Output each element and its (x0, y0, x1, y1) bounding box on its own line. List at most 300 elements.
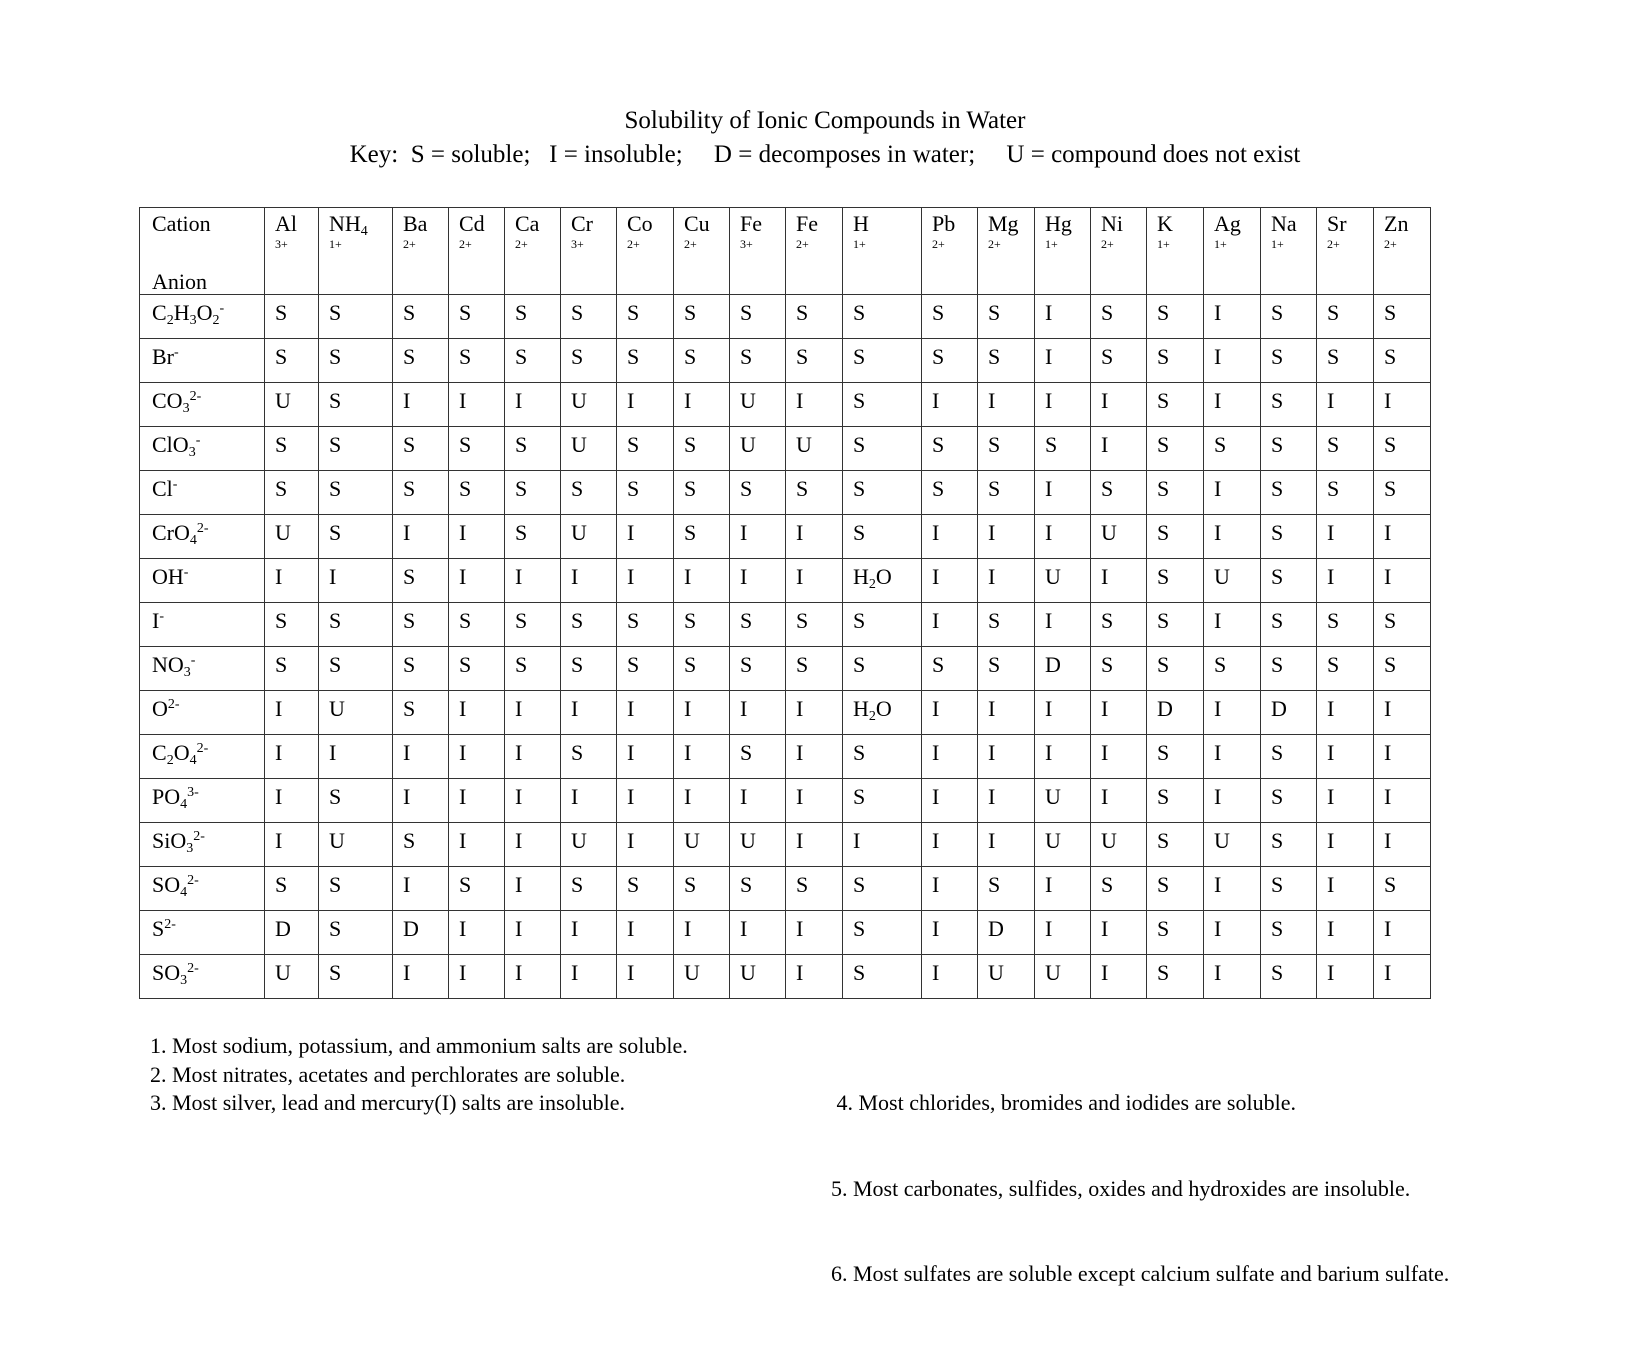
solubility-cell: S (1261, 471, 1317, 515)
table-row (140, 427, 1431, 471)
solubility-cell: S (786, 603, 843, 647)
solubility-cell: S (1147, 295, 1204, 339)
solubility-cell: S (1261, 955, 1317, 999)
cation-header-cell (617, 208, 674, 295)
solubility-cell: S (1261, 427, 1317, 471)
solubility-cell: S (922, 427, 978, 471)
solubility-cell: I (1374, 691, 1431, 735)
solubility-cell: I (617, 911, 674, 955)
solubility-cell: S (393, 427, 449, 471)
solubility-cell: I (393, 779, 449, 823)
solubility-cell: D (265, 911, 319, 955)
solubility-cell: S (843, 295, 922, 339)
solubility-cell: I (1374, 559, 1431, 603)
solubility-cell: S (786, 295, 843, 339)
solubility-cell: I (922, 867, 978, 911)
solubility-cell: U (319, 691, 393, 735)
table-row (140, 471, 1431, 515)
solubility-cell: S (1317, 647, 1374, 691)
solubility-cell: S (978, 867, 1035, 911)
solubility-cell: I (561, 559, 617, 603)
solubility-cell: S (978, 339, 1035, 383)
anion-cell: OH- (140, 559, 265, 603)
rules-right-column (831, 1032, 1449, 1346)
solubility-cell: S (843, 911, 922, 955)
solubility-cell: I (1204, 867, 1261, 911)
solubility-cell: S (449, 471, 505, 515)
solubility-cell: S (1261, 647, 1317, 691)
table-row (140, 515, 1431, 559)
solubility-cell: S (786, 647, 843, 691)
solubility-cell: I (978, 735, 1035, 779)
solubility-cell: I (786, 559, 843, 603)
solubility-cell: I (449, 383, 505, 427)
solubility-cell: I (505, 383, 561, 427)
cation-symbol: Cd (459, 211, 485, 236)
solubility-cell: I (449, 955, 505, 999)
solubility-cell: S (1147, 515, 1204, 559)
solubility-cell: I (1204, 691, 1261, 735)
solubility-cell: I (617, 955, 674, 999)
cation-charge: 2+ (515, 237, 528, 251)
cation-symbol: Zn (1384, 211, 1409, 236)
cation-charge: 2+ (1384, 237, 1397, 251)
solubility-cell: S (978, 295, 1035, 339)
cation-symbol: Fe (740, 211, 762, 236)
solubility-cell: S (674, 295, 730, 339)
solubility-cell: I (1374, 911, 1431, 955)
solubility-cell: I (617, 735, 674, 779)
solubility-cell: I (561, 911, 617, 955)
solubility-cell: I (1204, 911, 1261, 955)
solubility-cell: S (505, 471, 561, 515)
solubility-cell: S (265, 427, 319, 471)
anion-cell: Br- (140, 339, 265, 383)
cation-symbol: Mg (988, 211, 1019, 236)
solubility-cell: I (1204, 339, 1261, 383)
solubility-cell: I (978, 559, 1035, 603)
solubility-table (139, 207, 1431, 999)
rule-item: 5. Most carbonates, sulfides, oxides and hydroxides are insoluble. (831, 1175, 1411, 1201)
solubility-cell: I (617, 515, 674, 559)
solubility-cell: I (978, 383, 1035, 427)
solubility-cell: U (730, 427, 786, 471)
solubility-cell: I (786, 911, 843, 955)
solubility-cell: I (1035, 603, 1091, 647)
solubility-cell: S (843, 867, 922, 911)
solubility-cell: U (1091, 515, 1147, 559)
solubility-cell: S (393, 339, 449, 383)
solubility-cell: S (561, 867, 617, 911)
solubility-cell: S (1091, 295, 1147, 339)
solubility-cell: I (393, 955, 449, 999)
cation-symbol: Al (275, 211, 297, 236)
solubility-cell: I (319, 735, 393, 779)
cation-charge: 2+ (1327, 237, 1340, 251)
table-row (140, 339, 1431, 383)
solubility-cell: I (1035, 691, 1091, 735)
solubility-cell: S (393, 295, 449, 339)
table-row (140, 955, 1431, 999)
solubility-cell: I (1035, 339, 1091, 383)
solubility-cell: S (1317, 339, 1374, 383)
solubility-cell: S (319, 427, 393, 471)
solubility-cell: I (265, 779, 319, 823)
solubility-cell: I (922, 823, 978, 867)
solubility-cell: U (319, 823, 393, 867)
solubility-cell: I (1204, 515, 1261, 559)
solubility-cell: $H_2O$ (843, 559, 922, 603)
solubility-cell: U (730, 823, 786, 867)
solubility-cell: S (1261, 515, 1317, 559)
solubility-cell: S (319, 647, 393, 691)
solubility-cell: U (1035, 559, 1091, 603)
solubility-cell: S (1317, 427, 1374, 471)
solubility-cell: I (1317, 911, 1374, 955)
solubility-cell: S (730, 735, 786, 779)
solubility-cell: I (1204, 295, 1261, 339)
solubility-cell: I (393, 383, 449, 427)
solubility-cell: S (393, 603, 449, 647)
solubility-cell: S (393, 647, 449, 691)
table-row (140, 383, 1431, 427)
solubility-cell: I (505, 691, 561, 735)
cation-charge: 1+ (1157, 237, 1170, 251)
solubility-cell: I (674, 735, 730, 779)
solubility-cell: I (1035, 295, 1091, 339)
cation-symbol: Na (1271, 211, 1297, 236)
solubility-cell: S (1147, 823, 1204, 867)
solubility-cell: I (922, 911, 978, 955)
solubility-cell: S (617, 427, 674, 471)
solubility-cell: I (1035, 867, 1091, 911)
solubility-cell: I (1035, 735, 1091, 779)
solubility-cell: S (1147, 955, 1204, 999)
solubility-cell: S (674, 647, 730, 691)
solubility-cell: U (978, 955, 1035, 999)
solubility-cell: I (449, 515, 505, 559)
solubility-cell: I (265, 559, 319, 603)
solubility-cell: I (674, 691, 730, 735)
solubility-cell: S (843, 471, 922, 515)
solubility-cell: S (1261, 339, 1317, 383)
solubility-cell: I (1091, 427, 1147, 471)
solubility-cell: I (1091, 779, 1147, 823)
solubility-cell: D (1261, 691, 1317, 735)
solubility-cell: I (449, 735, 505, 779)
solubility-cell: I (1091, 559, 1147, 603)
solubility-cell: S (319, 515, 393, 559)
solubility-cell: S (319, 339, 393, 383)
solubility-cell: S (617, 295, 674, 339)
solubility-cell: S (1147, 427, 1204, 471)
solubility-cell: S (674, 867, 730, 911)
solubility-cell: S (843, 339, 922, 383)
solubility-cell: I (786, 955, 843, 999)
solubility-cell: I (505, 779, 561, 823)
solubility-cell: I (1091, 955, 1147, 999)
solubility-cell: S (843, 735, 922, 779)
cation-header-cell (674, 208, 730, 295)
solubility-cell: S (1091, 339, 1147, 383)
solubility-cell: S (319, 955, 393, 999)
cation-symbol: Pb (932, 211, 956, 236)
solubility-cell: I (449, 823, 505, 867)
table-row (140, 559, 1431, 603)
solubility-cell: S (561, 295, 617, 339)
solubility-cell: S (561, 603, 617, 647)
cation-charge: 2+ (684, 237, 697, 251)
solubility-cell: I (505, 559, 561, 603)
solubility-cell: I (1317, 735, 1374, 779)
solubility-cell: S (1204, 427, 1261, 471)
solubility-cell: I (561, 955, 617, 999)
rule-item: 2. Most nitrates, acetates and perchlorates are soluble. (150, 1061, 626, 1087)
solubility-cell: I (505, 955, 561, 999)
cation-header-cell (319, 208, 393, 295)
cation-symbol: H (853, 211, 869, 236)
solubility-cell: S (449, 647, 505, 691)
solubility-cell: S (1261, 779, 1317, 823)
solubility-cell: S (1261, 911, 1317, 955)
solubility-cell: S (1147, 647, 1204, 691)
solubility-cell: S (843, 383, 922, 427)
cation-header-cell (1147, 208, 1204, 295)
solubility-cell: I (1204, 603, 1261, 647)
solubility-cell: S (1147, 603, 1204, 647)
solubility-cell: S (1091, 867, 1147, 911)
solubility-cell: I (978, 691, 1035, 735)
cation-symbol: Fe (796, 211, 818, 236)
solubility-cell: U (1204, 823, 1261, 867)
solubility-cell: I (674, 779, 730, 823)
solubility-cell: S (561, 339, 617, 383)
solubility-cell: U (1204, 559, 1261, 603)
cation-header-cell (1374, 208, 1431, 295)
solubility-cell: S (561, 735, 617, 779)
solubility-cell: S (617, 647, 674, 691)
cation-charge: 1+ (1271, 237, 1284, 251)
solubility-cell: I (393, 867, 449, 911)
solubility-cell: I (786, 823, 843, 867)
solubility-cell: I (674, 559, 730, 603)
cation-symbol: Sr (1327, 211, 1347, 236)
solubility-cell: I (786, 383, 843, 427)
anion-cell: $PO_4^{3-}$ (140, 779, 265, 823)
solubility-cell: I (786, 735, 843, 779)
solubility-cell: I (1374, 735, 1431, 779)
solubility-cell: I (730, 559, 786, 603)
solubility-cell: S (617, 471, 674, 515)
solubility-cell: S (674, 339, 730, 383)
solubility-cell: S (1374, 647, 1431, 691)
solubility-cell: I (674, 911, 730, 955)
solubility-cell: I (449, 779, 505, 823)
solubility-cell: U (674, 823, 730, 867)
solubility-cell: I (922, 691, 978, 735)
solubility-cell: I (922, 955, 978, 999)
solubility-cell: S (843, 779, 922, 823)
cation-symbol: Ca (515, 211, 540, 236)
solubility-cell: S (393, 559, 449, 603)
solubility-cell: S (1374, 427, 1431, 471)
solubility-cell: I (449, 911, 505, 955)
solubility-cell: I (1317, 779, 1374, 823)
table-row (140, 647, 1431, 691)
solubility-cell: I (1035, 383, 1091, 427)
solubility-cell: I (265, 691, 319, 735)
solubility-cell: I (730, 779, 786, 823)
solubility-cell: I (617, 691, 674, 735)
cation-header-cell (843, 208, 922, 295)
solubility-cell: S (393, 471, 449, 515)
solubility-cell: S (1035, 427, 1091, 471)
key-legend: Key: S = soluble; I = insoluble; D = decomposes in water; U = compound does not exist (349, 141, 1301, 168)
solubility-cell: S (730, 339, 786, 383)
solubility-cell: S (1147, 867, 1204, 911)
solubility-cell: S (1317, 471, 1374, 515)
cation-symbol: K (1157, 211, 1173, 236)
solubility-cell: S (978, 427, 1035, 471)
solubility-cell: U (730, 383, 786, 427)
solubility-cell: S (505, 295, 561, 339)
solubility-cell: S (1261, 867, 1317, 911)
cation-symbol: Cu (684, 211, 710, 236)
rule-item: 4. Most chlorides, bromides and iodides are soluble. (831, 1090, 1296, 1115)
solubility-cell: U (561, 427, 617, 471)
solubility-cell: $H_2O$ (843, 691, 922, 735)
solubility-cell: U (561, 515, 617, 559)
solubility-cell: U (561, 823, 617, 867)
solubility-cell: I (922, 383, 978, 427)
cation-charge: 2+ (932, 237, 945, 251)
solubility-cell: S (319, 867, 393, 911)
solubility-cell: I (265, 735, 319, 779)
cation-charge: 2+ (796, 237, 809, 251)
cation-charge: 1+ (329, 237, 342, 251)
solubility-cell: I (1204, 735, 1261, 779)
solubility-cell: S (1261, 383, 1317, 427)
solubility-cell: U (730, 955, 786, 999)
solubility-cell: S (1147, 911, 1204, 955)
solubility-cell: S (505, 603, 561, 647)
solubility-cell: S (786, 867, 843, 911)
solubility-cell: S (505, 339, 561, 383)
solubility-cell: S (319, 779, 393, 823)
solubility-cell: U (265, 515, 319, 559)
solubility-cell: S (978, 471, 1035, 515)
table-row (140, 691, 1431, 735)
solubility-cell: S (1147, 383, 1204, 427)
solubility-cell: I (1374, 955, 1431, 999)
solubility-cell: I (1204, 955, 1261, 999)
cation-symbol: Ba (403, 211, 428, 236)
solubility-cell: I (393, 735, 449, 779)
solubility-cell: I (1317, 559, 1374, 603)
solubility-cell: D (1035, 647, 1091, 691)
anion-cell: $O^{2-}$ (140, 691, 265, 735)
solubility-cell: D (393, 911, 449, 955)
cation-header-cell (730, 208, 786, 295)
table-row (140, 603, 1431, 647)
rule-item: 3. Most silver, lead and mercury(I) salts are insoluble. (150, 1090, 626, 1115)
solubility-cell: I (1035, 515, 1091, 559)
solubility-cell: S (922, 339, 978, 383)
corner-cell (140, 208, 265, 295)
solubility-cell: I (922, 515, 978, 559)
cation-header-cell (265, 208, 319, 295)
rule-item: 6. Most sulfates are soluble except calcium sulfate and barium sulfate. (831, 1261, 1450, 1286)
solubility-cell: S (617, 867, 674, 911)
anion-cell: I- (140, 603, 265, 647)
solubility-cell: S (1147, 339, 1204, 383)
solubility-cell: S (505, 515, 561, 559)
cation-header-cell (1035, 208, 1091, 295)
solubility-cell: D (1147, 691, 1204, 735)
solubility-cell: S (674, 471, 730, 515)
solubility-cell: S (393, 823, 449, 867)
solubility-cell: I (449, 691, 505, 735)
cation-charge: 3+ (571, 237, 584, 251)
solubility-cell: I (922, 559, 978, 603)
anion-axis-label: Anion (152, 269, 207, 294)
cation-symbol: Cr (571, 211, 593, 236)
cation-header-row (140, 208, 1431, 295)
cation-charge: 1+ (1214, 237, 1227, 251)
solubility-cell: I (561, 779, 617, 823)
cation-charge: 2+ (459, 237, 472, 251)
solubility-cell: S (922, 295, 978, 339)
solubility-cell: S (1147, 735, 1204, 779)
cation-charge: 2+ (403, 237, 416, 251)
solubility-cell: S (922, 647, 978, 691)
solubility-cell: I (730, 515, 786, 559)
anion-cell: $SO_4^{2-}$ (140, 867, 265, 911)
anion-cell: Cl- (140, 471, 265, 515)
cation-charge: 2+ (627, 237, 640, 251)
solubility-cell: U (265, 955, 319, 999)
cation-header-cell (978, 208, 1035, 295)
anion-cell: $SO_3^{2-}$ (140, 955, 265, 999)
solubility-cell: S (1261, 295, 1317, 339)
cation-symbol: Ag (1214, 211, 1241, 236)
cation-header-cell (505, 208, 561, 295)
solubility-cell: I (922, 735, 978, 779)
cation-symbol: Hg (1045, 211, 1072, 236)
solubility-cell: I (1374, 383, 1431, 427)
cation-charge: 2+ (988, 237, 1001, 251)
solubility-cell: I (617, 779, 674, 823)
cation-header-cell (449, 208, 505, 295)
anion-cell: $CO_3^{2-}$ (140, 383, 265, 427)
cation-charge: 3+ (275, 237, 288, 251)
solubility-cell: S (674, 515, 730, 559)
solubility-cell: S (319, 295, 393, 339)
solubility-cell: S (843, 955, 922, 999)
solubility-cell: S (922, 471, 978, 515)
table-row (140, 779, 1431, 823)
cation-symbol: Co (627, 211, 653, 236)
cation-header-cell (1091, 208, 1147, 295)
solubility-cell: U (265, 383, 319, 427)
solubility-cell: S (730, 295, 786, 339)
solubility-cell: S (1204, 647, 1261, 691)
anion-cell: $NO_3^-$ (140, 647, 265, 691)
solubility-cell: S (1261, 735, 1317, 779)
table-row (140, 867, 1431, 911)
solubility-cell: S (786, 471, 843, 515)
solubility-cell: I (617, 559, 674, 603)
